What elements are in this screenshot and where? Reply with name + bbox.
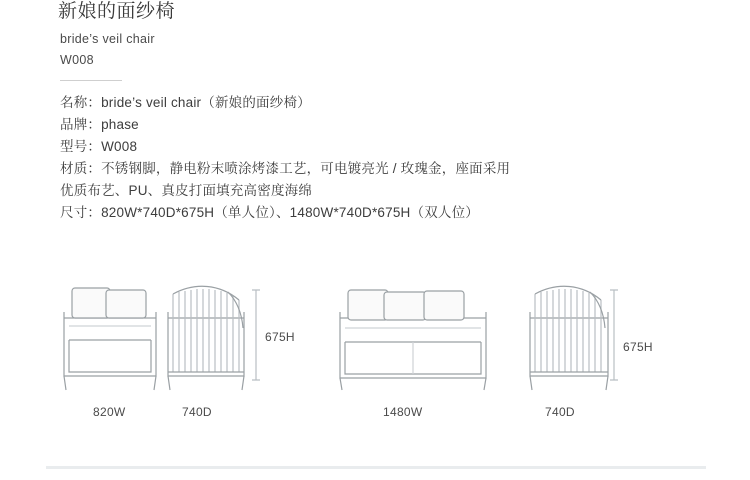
spec-line-name: 名称：bride’s veil chair（新娘的面纱椅） [60, 95, 311, 110]
single-chair-front-view [64, 288, 156, 390]
dim-label-height-double: 675H [623, 340, 653, 354]
header-divider [60, 80, 122, 81]
dim-label-width-double: 1480W [383, 405, 423, 419]
spec-line-material-1: 材质：不锈钢脚，静电粉末喷涂烤漆工艺，可电镀亮光 / 玫瑰金，座面采用 [60, 161, 511, 176]
single-chair-side-view [168, 286, 244, 390]
dim-label-height-single: 675H [265, 330, 295, 344]
page-title: 新娘的面纱椅 [58, 1, 176, 22]
double-sofa-front-view [340, 290, 486, 390]
double-sofa-side-view [530, 286, 608, 390]
dim-label-depth-single: 740D [182, 405, 212, 419]
dim-label-depth-double: 740D [545, 405, 575, 419]
spec-line-dimensions: 尺寸：820W*740D*675H（单人位）、1480W*740D*675H（双人位） [60, 205, 479, 220]
subtitle-english: bride’s veil chair [60, 32, 155, 46]
height-bracket-single [252, 290, 260, 380]
height-bracket-double [610, 290, 618, 380]
dimension-diagram-area [0, 268, 750, 428]
spec-line-brand: 品牌：phase [60, 117, 139, 132]
footer-divider [46, 466, 706, 469]
dim-label-width-single: 820W [93, 405, 126, 419]
spec-line-material-2: 优质布艺、PU、真皮打面填充高密度海绵 [60, 183, 313, 198]
spec-line-model: 型号：W008 [60, 139, 138, 154]
spec-list [60, 92, 660, 224]
subtitle-model: W008 [60, 53, 94, 67]
